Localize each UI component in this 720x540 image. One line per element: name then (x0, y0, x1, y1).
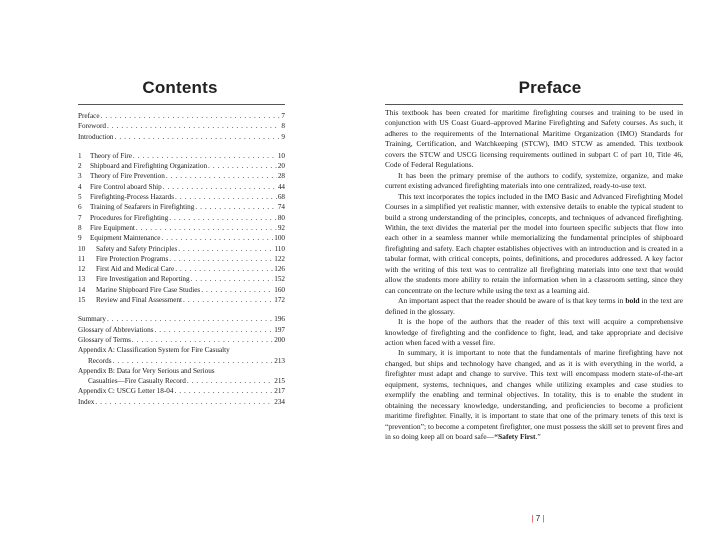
toc-chapter-6[interactable]: 6 Training of Seafarers in Firefighting . . . 74 (78, 202, 285, 212)
toc-chapter-8[interactable]: 8 Fire Equipment . . . 92 (78, 223, 285, 233)
toc-chapter-15[interactable]: 15 Review and Final Assessment . . . 172 (78, 295, 285, 305)
preface-heading: Preface (518, 78, 582, 97)
toc-entry-summary[interactable]: Summary . . . 196 (78, 314, 285, 324)
preface-paragraph-4: An important aspect that the reader should be aware of is that key terms in bold in the text are defined in the glossary. (385, 296, 684, 316)
contents-rule (78, 104, 285, 105)
toc-chapter-9[interactable]: 9 Equipment Maintenance . . . 100 (78, 233, 285, 243)
toc-chapter-2[interactable]: 2 Shipboard and Firefighting Organization . . . 20 (78, 161, 285, 171)
toc-chapter-10[interactable]: 10 Safety and Safety Principles . . . 110 (78, 244, 285, 254)
page-number: | 7 | (531, 514, 545, 523)
toc-chapter-4[interactable]: 4 Fire Control aboard Ship . . . 44 (78, 182, 285, 192)
toc-chapter-3[interactable]: 3 Theory of Fire Prevention . . . 28 (78, 171, 285, 181)
toc-entry-glossary[interactable]: Glossary of Terms . . . 200 (78, 335, 285, 345)
contents-heading: Contents (142, 78, 218, 97)
toc-chapter-11[interactable]: 11 Fire Protection Programs . . . 122 (78, 254, 285, 264)
preface-body (385, 108, 683, 443)
toc-entry-foreword[interactable]: Foreword . . . 8 (78, 121, 285, 131)
bold-term: bold (625, 296, 640, 306)
toc-chapter-1[interactable]: 1 Theory of Fire . . . 10 (78, 151, 285, 161)
toc-entry-appendix-a-cont[interactable]: Records . . . 213 (78, 356, 285, 366)
toc-entry-abbreviations[interactable]: Glossary of Abbreviations . . . 197 (78, 325, 285, 335)
preface-rule (385, 104, 683, 105)
safety-first-text: “Safety First (494, 432, 536, 442)
table-of-contents (78, 111, 285, 407)
preface-paragraph-6: In summary, it is important to note that the fundamentals of marine firefighting have not changed, but ships and technology have changed, and as it is with everything in the world, a firefighter must adapt and change to survive. This text will encompass modern state-of-the-art equipment, systems, techniques, and changes while utilizing examples and case studies to exemplify the enabling and terminal objectives. In totality, this is to enable the student in obtaining the necessary knowledge, understanding, and proficiencies to become a proficient maritime firefighter. Finally, it is important to state that one of the primary tenets of this text is “prevention”; to become a competent firefighter, one must possess the skill set to prevent fires and in so doing keep all on board safe—“Safety First.” (385, 348, 683, 442)
toc-entry-appendix-b[interactable]: Appendix B: Data for Very Serious and Serious (78, 366, 215, 375)
toc-chapter-7[interactable]: 7 Procedures for Firefighting . . . 80 (78, 213, 285, 223)
toc-chapter-13[interactable]: 13 Fire Investigation and Reporting . . . 152 (78, 274, 285, 284)
preface-paragraph-2: It has been the primary premise of the authors to codify, systemize, organize, and make current existing advanced firefighting materials into one centralized, ready-to-use text. (385, 170, 683, 191)
toc-chapter-14[interactable]: 14 Marine Shipboard Fire Case Studies . . . 160 (78, 285, 285, 295)
toc-chapter-5[interactable]: 5 Firefighting-Process Hazards . . . 68 (78, 192, 285, 202)
toc-entry-preface[interactable]: Preface . . . 7 (78, 111, 285, 121)
toc-entry-introduction[interactable]: Introduction . . . 9 (78, 132, 285, 142)
toc-entry-index[interactable]: Index . . . 234 (78, 397, 285, 407)
toc-entry-appendix-a[interactable]: Appendix A: Classification System for Fire Casualty (78, 346, 230, 355)
toc-chapter-12[interactable]: 12 First Aid and Medical Care . . . 126 (78, 264, 285, 274)
preface-paragraph-3: This text incorporates the topics included in the IMO Basic and Advanced Firefighting Model Courses in a simplified yet realistic manner, with extensive details to enable the typical student to build a strong understanding of the principles, concepts, and techniques of advanced firefighting. Within, the text divides the material per the model into fourteen specific subjects that flow into each other in a seamless manner while memorializing the fundamental principles of shipboard firefighting and safety. Each chapter establishes objectives with an introduction and is created in a tabular format, with critical concepts, points, definitions, and procedures addressed. A key factor with the writing of this text was to centralize all firefighting materials into one text that would allow the students more ability to retain the information when in a classroom setting, since they can concentrate on the lecture while using the text as a learning aid. (385, 191, 683, 295)
toc-entry-appendix-c[interactable]: Appendix C: USCG Letter 18-04 . . . 217 (78, 386, 285, 396)
preface-paragraph-1: This textbook has been created for maritime firefighting courses and training to be used in conjunction with US Coast Guard–approved Marine Firefighting and Safety courses. As such, it adheres to the requirements of the International Maritime Organization (IMO) Standards for Training, Certification, and Watchkeeping (STCW), IMO STCW as amended. This textbook covers the STCW and USCG licensing requirements outlined in subpart C of part 10, Title 46, Code of Federal Regulations. (385, 108, 683, 170)
toc-entry-appendix-b-cont[interactable]: Casualties—Fire Casualty Record . . . 215 (78, 376, 285, 386)
preface-paragraph-5: It is the hope of the authors that the reader of this text will acquire a comprehensive knowledge of firefighting and the confidence to fight, lead, and take appropriate and decisive action when faced with a vessel fire. (385, 317, 683, 347)
